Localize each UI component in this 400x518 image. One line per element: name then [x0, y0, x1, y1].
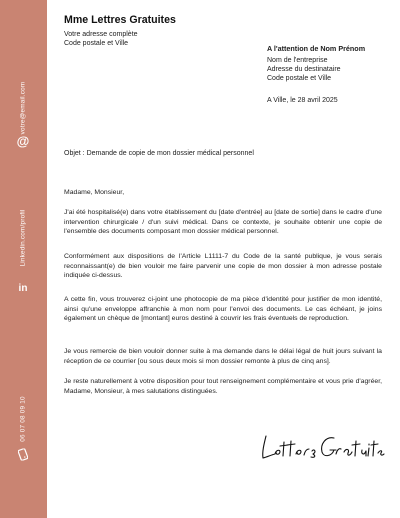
- at-icon: @: [16, 133, 30, 149]
- linkedin-icon: in: [18, 283, 28, 294]
- sender-name: Mme Lettres Gratuites: [64, 14, 176, 26]
- sidebar-linkedin[interactable]: Linkedin.com/profil: [19, 209, 27, 267]
- letter-subject: Objet : Demande de copie de mon dossier médical personnel: [64, 150, 254, 157]
- sidebar-phone[interactable]: 06 07 08 09 10: [19, 396, 27, 442]
- signature: [258, 430, 386, 471]
- letter-paragraph-3: A cette fin, vous trouverez ci-joint une photocopie de ma pièce d'identité pour justifier de mon identité, ainsi qu'une enveloppe affranchie à mon nom pour l'envoi des documents. Le cas échéant, je joins également un chèque de [montant] euros destiné à couvrir les frais éventuels de reproduction.: [64, 296, 382, 323]
- signature-drawing: [258, 430, 386, 466]
- phone-icon: [18, 449, 28, 464]
- letter-date: A Ville, le 28 avril 2025: [267, 97, 338, 104]
- recipient-company: Nom de l'entreprise: [267, 57, 328, 64]
- letter-paragraph-1: J'ai été hospitalisé(e) dans votre établissement du [date d'entrée] au [date de sortie] dans le cadre d'une intervention chirurgicale / d'un suivi médical. Dans ce contexte, je souhaite obtenir une copie de l'ensemble des documents composant mon dossier médical personnel.: [64, 209, 382, 236]
- recipient-city: Code postale et Ville: [267, 75, 332, 82]
- letter-greeting: Madame, Monsieur,: [64, 189, 125, 196]
- letter-paragraph-5: Je reste naturellement à votre disposition pour tout renseignement complémentaire et vous prie d'agréer, Madame, Monsieur, à mes salutations distinguées.: [64, 378, 382, 395]
- sender-address: Votre adresse complète: [64, 31, 138, 38]
- letter-paragraph-2: Conformément aux dispositions de l'Article L1111-7 du Code de la santé publique, je vous serais reconnaissant(e) de bien vouloir me faire parvenir une copie de mon dossier à mon adresse postale indiquée ci-dessus.: [64, 253, 382, 280]
- sidebar-email[interactable]: votre@email.com: [19, 81, 27, 135]
- sender-city: Code postale et Ville: [64, 40, 129, 47]
- letter-paragraph-4: Je vous remercie de bien vouloir donner suite à ma demande dans le délai légal de huit jours suivant la réception de ce courrier [ou sous deux mois si mon dossier remonte à plus de cinq ans].: [64, 348, 382, 365]
- recipient-address: Adresse du destinataire: [267, 66, 341, 73]
- recipient-attention: A l'attention de Nom Prénom: [267, 44, 366, 53]
- sidebar: [0, 0, 47, 518]
